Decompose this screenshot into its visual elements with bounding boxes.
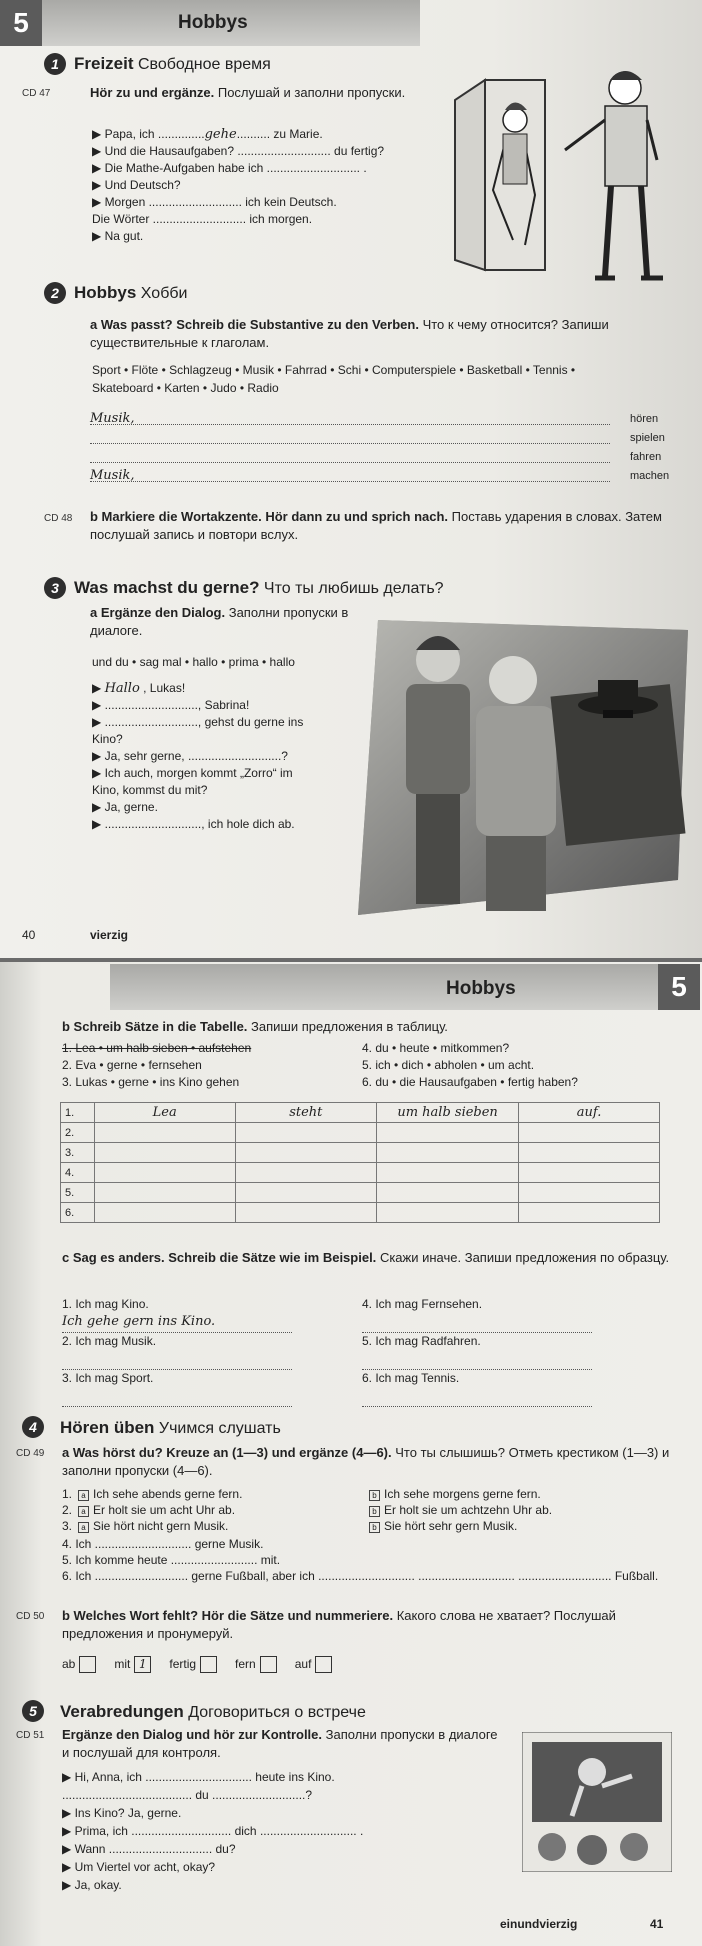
handwritten-answer: Musik, — [90, 468, 135, 483]
teenagers-photo — [358, 620, 688, 915]
table-cell — [94, 1143, 235, 1163]
dialog-line: ▶ Wann ............................... du? — [62, 1842, 236, 1856]
page-title: Hobbys — [178, 12, 248, 33]
dialog-line — [92, 194, 452, 211]
exercise-number: 3 — [44, 577, 66, 599]
page-number: 40 — [22, 928, 36, 942]
line-text: ▶ ............................, Sabrina! — [92, 698, 250, 712]
table-cell — [377, 1183, 519, 1203]
answer-line — [62, 1386, 292, 1407]
dialog-line — [92, 748, 372, 765]
exercise-instruction: a Ergänze den Dialog. Заполни пропуски в диалоге. — [90, 605, 349, 638]
row-number: 3. — [61, 1143, 95, 1163]
answer-line — [90, 429, 610, 444]
table-cell — [235, 1163, 376, 1183]
dialog-line — [92, 731, 372, 748]
choice-list — [62, 1486, 682, 1534]
checkbox-a: a — [78, 1522, 89, 1533]
sentence-item: 2. Eva • gerne • fernsehen — [62, 1058, 202, 1072]
word-label: auf — [294, 1656, 312, 1671]
word-list: und du • sag mal • hallo • prima • hallo — [92, 655, 295, 669]
word-option — [169, 1657, 217, 1671]
dialog-line — [92, 765, 372, 782]
table-cell — [377, 1163, 519, 1183]
table-cell: steht — [235, 1103, 376, 1123]
dialog-line: ....................................... du ............................? — [62, 1788, 313, 1802]
verb-row — [90, 429, 690, 448]
line-text: ▶ Papa, ich .............. — [92, 127, 205, 141]
exercise-instruction: Ergänze den Dialog und hör zur Kontrolle. Заполни пропуски в диалоге и послушай для контроля. — [62, 1727, 498, 1760]
table-row — [61, 1163, 660, 1183]
table-cell — [94, 1183, 235, 1203]
cd-track-label: CD 48 — [44, 513, 73, 524]
checkbox-a: a — [78, 1506, 89, 1517]
number-box — [200, 1656, 217, 1673]
table-cell — [235, 1183, 376, 1203]
handwritten-answer: Musik, — [90, 411, 135, 426]
verb-label: machen — [630, 470, 670, 482]
exercise-instruction: b Markiere die Wortakzente. Hör dann zu und sprich nach. Поставь ударения в словах. Затем послушай запись и повтори вслух. — [90, 509, 662, 542]
sentence-table — [60, 1102, 660, 1223]
verb-label: spielen — [630, 432, 665, 444]
verb-row — [90, 467, 690, 486]
choice-number: 3. — [62, 1519, 73, 1533]
line-text: ▶ Na gut. — [92, 229, 144, 243]
choice-b-text: Sie hört sehr gern Musik. — [384, 1519, 518, 1533]
handwritten-answer: gehe — [204, 127, 237, 142]
table-cell: auf. — [519, 1103, 660, 1123]
dialog-line: ▶ Hi, Anna, ich ................................ heute ins Kino. — [62, 1770, 335, 1784]
table-cell — [235, 1203, 376, 1223]
unit-number: 5 — [0, 0, 42, 46]
rewrite-item: 4. Ich mag Fernsehen. — [362, 1297, 483, 1311]
page-title: Hobbys — [446, 978, 516, 999]
father-and-girl-illustration — [445, 50, 695, 295]
line-text: ▶ — [92, 681, 105, 695]
line-text: ▶ Und Deutsch? — [92, 178, 181, 192]
dialog-lines — [92, 126, 452, 245]
choice-b-text: Ich sehe morgens gerne fern. — [384, 1487, 541, 1501]
exercise-title: Was machst du gerne? Что ты любишь делать? — [74, 578, 444, 597]
word-label: fertig — [169, 1656, 197, 1671]
exercise-title: Verabredungen Договориться о встрече — [60, 1702, 366, 1721]
table-cell — [519, 1183, 660, 1203]
handwritten-answer: Ich gehe gern ins Kino. — [62, 1314, 216, 1329]
word-list: Sport • Flöte • Schlagzeug • Musik • Fahrrad • Schi • Computerspiele • Basketball • Tennis • — [92, 363, 576, 377]
word-list: Skateboard • Karten • Judo • Radio — [92, 381, 279, 395]
verb-label: hören — [630, 413, 659, 425]
answer-line — [362, 1386, 592, 1407]
line-text: Kino? — [92, 732, 123, 746]
sentence-list — [362, 1040, 578, 1091]
dialog-line: ▶ Ja, okay. — [62, 1878, 122, 1892]
word-option — [235, 1657, 277, 1671]
exercise-instruction: Hör zu und ergänze. Послушай и заполни пропуски. — [90, 85, 406, 100]
number-box — [260, 1656, 277, 1673]
table-row — [61, 1103, 660, 1123]
dialog-lines — [62, 1768, 482, 1894]
cd-track-label: CD 47 — [22, 88, 51, 99]
dialog-line — [92, 799, 372, 816]
dialog-lines — [92, 680, 372, 833]
line-text: ▶ Die Mathe-Aufgaben habe ich ............................ . — [92, 161, 367, 175]
table-cell — [94, 1163, 235, 1183]
rewrite-item: 1. Ich mag Kino. — [62, 1297, 149, 1311]
table-cell — [519, 1143, 660, 1163]
rewrite-item: 3. Ich mag Sport. — [62, 1371, 154, 1385]
table-cell — [94, 1203, 235, 1223]
line-text: ▶ Ja, gerne. — [92, 800, 158, 814]
choice-a-text: Er holt sie um acht Uhr ab. — [93, 1503, 236, 1517]
verb-row — [90, 410, 690, 429]
number-boxes — [62, 1656, 350, 1673]
table-cell: Lea — [94, 1103, 235, 1123]
checkbox-b: b — [369, 1506, 380, 1517]
line-text: ▶ Ich auch, morgen kommt „Zorro“ im — [92, 766, 293, 780]
word-label: mit — [114, 1656, 131, 1671]
dialog-line — [92, 160, 452, 177]
dialog-line — [92, 782, 372, 799]
choice-b-text: Er holt sie um achtzehn Uhr ab. — [384, 1503, 553, 1517]
verb-label: fahren — [630, 451, 662, 463]
rewrite-list — [62, 1296, 292, 1407]
exercise-title: Freizeit Свободное время — [74, 54, 271, 73]
answer-line — [62, 1312, 292, 1333]
exercise-instruction: b Welches Wort fehlt? Hör die Sätze und nummeriere. Какого слова не хватает? Послушай предложения и пронумеруй. — [62, 1608, 616, 1641]
exercise-number: 5 — [22, 1700, 44, 1722]
dialog-line — [92, 211, 452, 228]
table-cell: um halb sieben — [377, 1103, 519, 1123]
choice-number: 2. — [62, 1503, 73, 1517]
table-cell — [519, 1203, 660, 1223]
line-text: Kino, kommst du mit? — [92, 783, 208, 797]
fill-line: 4. Ich ............................. gerne Musik. — [62, 1537, 264, 1551]
page-number-word: vierzig — [90, 928, 129, 942]
number-box: 1 — [134, 1656, 151, 1673]
row-number: 2. — [61, 1123, 95, 1143]
table-cell — [519, 1163, 660, 1183]
sentence-item: 4. du • heute • mitkommen? — [362, 1041, 510, 1055]
answer-line — [90, 410, 610, 425]
dialog-line — [92, 816, 372, 833]
line-text: .......... zu Marie. — [236, 127, 323, 141]
answer-line — [362, 1312, 592, 1333]
answer-line — [90, 448, 610, 463]
line-text: ▶ Ja, sehr gerne, ............................? — [92, 749, 288, 763]
rewrite-item: 5. Ich mag Radfahren. — [362, 1334, 481, 1348]
row-number: 4. — [61, 1163, 95, 1183]
exercise-number: 4 — [22, 1416, 44, 1438]
sentence-item: 1. Lea • um halb sieben • aufstehen — [62, 1041, 252, 1055]
dialog-line — [92, 680, 372, 697]
fill-line: 6. Ich ............................ gerne Fußball, aber ich ............................. ............................. ............................ Fußball. — [62, 1569, 659, 1583]
table-cell — [519, 1123, 660, 1143]
table-row — [61, 1203, 660, 1223]
choice-a-text: Sie hört nicht gern Musik. — [93, 1519, 229, 1533]
number-box — [79, 1656, 96, 1673]
exercise-title: Hobbys Хобби — [74, 283, 188, 302]
table-cell — [377, 1123, 519, 1143]
unit-number: 5 — [658, 964, 700, 1010]
choice-number: 1. — [62, 1487, 73, 1501]
rewrite-item: 2. Ich mag Musik. — [62, 1334, 157, 1348]
page-41 — [0, 962, 702, 1946]
table-cell — [377, 1143, 519, 1163]
table-cell — [377, 1203, 519, 1223]
verb-row — [90, 448, 690, 467]
cinema-illustration — [522, 1732, 672, 1872]
dialog-line — [92, 714, 372, 731]
line-text: ▶ Morgen ............................ ich kein Deutsch. — [92, 195, 337, 209]
number-box — [315, 1656, 332, 1673]
fill-list — [62, 1536, 702, 1584]
exercise-number: 1 — [44, 53, 66, 75]
choice-row — [62, 1518, 682, 1534]
line-text: , Lukas! — [139, 681, 186, 695]
word-option — [62, 1657, 96, 1671]
exercise-instruction: a Was passt? Schreib die Substantive zu den Verben. Что к чему относится? Запиши существительные к глаголам. — [90, 317, 609, 350]
exercise-instruction: c Sag es anders. Schreib die Sätze wie im Beispiel. Скажи иначе. Запиши предложения по образцу. — [62, 1250, 670, 1265]
exercise-title: Hören üben Учимся слушать — [60, 1418, 281, 1437]
dialog-line: ▶ Um Viertel vor acht, okay? — [62, 1860, 216, 1874]
table-row — [61, 1123, 660, 1143]
table-row — [61, 1143, 660, 1163]
table-cell — [235, 1123, 376, 1143]
cd-track-label: CD 49 — [16, 1448, 45, 1459]
rewrite-item: 6. Ich mag Tennis. — [362, 1371, 460, 1385]
rewrite-list — [362, 1296, 592, 1407]
dialog-line: ▶ Ins Kino? Ja, gerne. — [62, 1806, 182, 1820]
answer-line — [90, 467, 610, 482]
word-option — [295, 1657, 333, 1671]
sentence-list — [62, 1040, 251, 1091]
table-row — [61, 1183, 660, 1203]
exercise-instruction: a Was hörst du? Kreuze an (1—3) und ergänze (4—6). Что ты слышишь? Отметь крестиком (1—3) и заполни пропуски (4—6). — [62, 1445, 670, 1478]
header-bar — [110, 964, 658, 1010]
choice-a-text: Ich sehe abends gerne fern. — [93, 1487, 243, 1501]
page-40 — [0, 0, 702, 958]
word-label: fern — [235, 1656, 256, 1671]
verb-rows — [90, 410, 690, 486]
checkbox-b: b — [369, 1490, 380, 1501]
word-label: ab — [62, 1656, 76, 1671]
row-number: 6. — [61, 1203, 95, 1223]
handwritten-answer: Hallo — [104, 681, 140, 696]
sentence-item: 3. Lukas • gerne • ins Kino gehen — [62, 1075, 240, 1089]
checkbox-b: b — [369, 1522, 380, 1533]
answer-line — [362, 1349, 592, 1370]
table-cell — [235, 1143, 376, 1163]
exercise-number: 2 — [44, 282, 66, 304]
dialog-line — [92, 228, 452, 245]
choice-row — [62, 1502, 682, 1518]
line-text: Die Wörter ............................ ich morgen. — [92, 212, 313, 226]
line-text: ▶ ............................., ich hole dich ab. — [92, 817, 295, 831]
checkbox-a: a — [78, 1490, 89, 1501]
page-number: 41 — [650, 1917, 664, 1931]
dialog-line — [92, 697, 372, 714]
line-text: ▶ Und die Hausaufgaben? ............................ du fertig? — [92, 144, 385, 158]
page-number-word: einundvierzig — [500, 1917, 578, 1931]
cd-track-label: CD 51 — [16, 1730, 45, 1741]
exercise-instruction: b Schreib Sätze in die Tabelle. Запиши предложения в таблицу. — [62, 1019, 448, 1034]
row-number: 1. — [61, 1103, 95, 1123]
dialog-line — [92, 177, 452, 194]
choice-row — [62, 1486, 682, 1502]
row-number: 5. — [61, 1183, 95, 1203]
sentence-item: 6. du • die Hausaufgaben • fertig haben? — [362, 1075, 578, 1089]
dialog-line — [92, 143, 452, 160]
answer-line — [62, 1349, 292, 1370]
cd-track-label: CD 50 — [16, 1611, 45, 1622]
dialog-line: ▶ Prima, ich .............................. dich ............................. . — [62, 1824, 364, 1838]
dialog-line — [92, 126, 452, 143]
fill-line: 5. Ich komme heute .......................... mit. — [62, 1553, 281, 1567]
line-text: ▶ ............................, gehst du gerne ins — [92, 715, 304, 729]
table-cell — [94, 1123, 235, 1143]
word-option — [114, 1657, 151, 1671]
sentence-item: 5. ich • dich • abholen • um acht. — [362, 1058, 535, 1072]
